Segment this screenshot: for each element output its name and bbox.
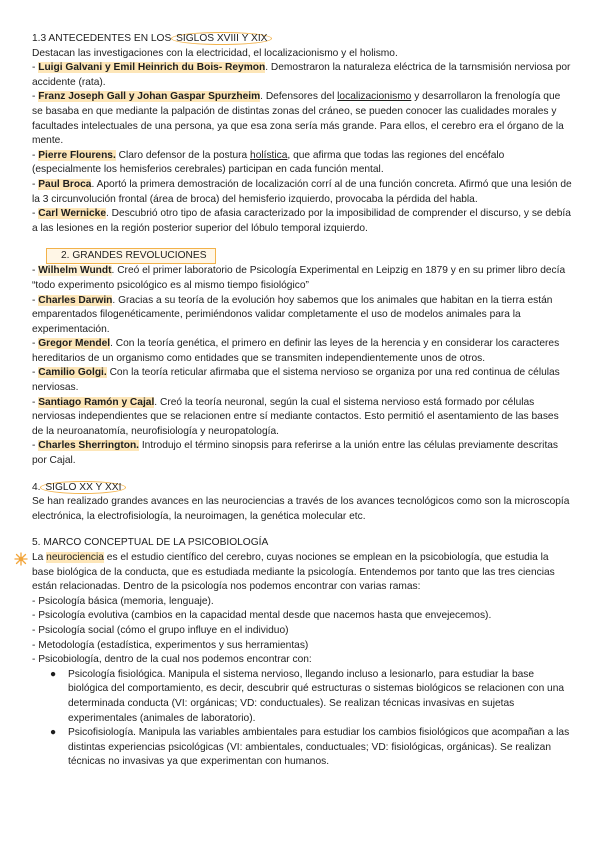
title-text: 4. <box>32 481 44 493</box>
section-title: 5. MARCO CONCEPTUAL DE LA PSICOBIOLOGÍA <box>32 537 269 549</box>
section-antecedentes <box>32 32 572 236</box>
entry-gall: - Franz Joseph Gall y Johan Gaspar Spurzheim. Defensores del localizacionismo y desarrollaron la frenología que se basaba en que mediante la palpación de distintas zonas del cráneo, se pueden conocer las cualidades morales y facultades intelectuales de una persona, ya que esa zona sería más grande. Para ellos, el cerebro era el órgano de la mente. <box>32 91 564 147</box>
document-page <box>32 32 572 782</box>
entry-text: . Descubrió otro tipo de afasia caracterizado por la imposibilidad de comprender el discurso, y se debía a las lesiones en la región posterior superior del lóbulo temporal izquierdo. <box>32 208 571 234</box>
underlined-term: localizacionismo <box>337 91 412 103</box>
branch-item: - Psicología básica (memoria, lenguaje). <box>32 595 214 607</box>
entry-text: . Creó la teoría neuronal, según la cual el sistema nervioso está formado por células nerviosas independientes que se relacionen entre sí mediante contactos. Esto permitió el asentamiento de las bases de la neuroanatomía, neurofisiología y neuropatología. <box>32 396 559 437</box>
entry-golgi: - Camilio Golgi. Con la teoría reticular afirmaba que el sistema nervioso se organiza por una red continua de células nerviosas. <box>32 367 560 394</box>
section-title <box>32 481 572 496</box>
section-marco-conceptual <box>32 536 572 770</box>
title-circled-text: SIGLO XX Y XXI <box>40 481 126 494</box>
section-title <box>32 32 572 47</box>
highlighted-name: Franz Joseph Gall y Johan Gaspar Spurzheim <box>38 91 261 103</box>
highlighted-name: Pierre Flourens. <box>38 149 116 161</box>
section-revoluciones <box>32 248 572 468</box>
list-item-text: Psicología fisiológica. Manipula el sistema nervioso, llegando incluso a lesionarlo, para estudiar la base biológica del comportamiento, es decir, descubrir qué estructuras o sistemas biológicos se relacionen con una determinada conducta (VI: orgánicas; VD: conductuales). Se realizan técnicas invasivas en sujetas experimentales (animales de laboratorio). <box>68 668 565 724</box>
entry-galvani: - Luigi Galvani y Emil Heinrich du Bois- Reymon. Demostraron la naturaleza eléctrica de la tarnsmisión nerviosa por accidente (rata). <box>32 62 571 88</box>
entry-text: . Creó el primer laboratorio de Psicología Experimental en Leipzig en 1879 y en su primer libro decía “todo experimento psicológico es al mismo tiempo fisiológico” <box>32 265 566 291</box>
title-text: 1.3 ANTECEDENTES EN LOS <box>32 33 175 44</box>
sub-list <box>32 668 572 770</box>
entry-text: , que afirma que todas las regiones del encéfalo (especialmente los hemisferios cerebrales) participan en cada función mental. <box>32 149 505 176</box>
highlighted-name: Charles Darwin <box>38 294 113 306</box>
entry-wundt: - Wilhelm Wundt. Creó el primer laboratorio de Psicología Experimental en Leipzig en 1879 y en su primer libro decía “todo experimento psicológico es al mismo tiempo fisiológico” <box>32 265 566 291</box>
entry-text: Introdujo el término sinopsis para referirse a la unión entre las células previamente descritas por Cajal. <box>32 440 559 467</box>
paragraph-neurociencia <box>32 551 572 595</box>
list-item-text: Psicofisiología. Manipula las variables ambientales para estudiar los cambios fisiológicos que acompañan a las distintas experiencias psicológicas (VI: ambientales, conductuales; VD: fisiológicas, orgánicas). Se realizan técnicas no invasivas ya que experimentan con humanos. <box>68 727 570 768</box>
branch-item: - Psicobiología, dentro de la cual nos podemos encontrar con: <box>32 654 312 666</box>
paragraph-text: La <box>32 552 47 563</box>
entry-sherrington: - Charles Sherrington. Introdujo el término sinopsis para referirse a la unión entre las células previamente descritas por Cajal. <box>32 440 559 467</box>
bullet-icon: ● <box>50 727 57 739</box>
branch-item: - Psicología evolutiva (cambios en la capacidad mental desde que nacemos hasta que envejecemos). <box>32 610 492 622</box>
highlighted-name: Carl Wernicke <box>38 208 106 220</box>
entry-text: . Gracias a su teoría de la evolución hoy sabemos que los animales que habitan en la tierra están emparentados filogenéticamente, perimiéndonos validar completamente el uso de modelos animales para la experimentación. <box>32 294 553 335</box>
list-item <box>50 726 572 770</box>
highlighted-name: Santiago Ramón y Cajal <box>38 396 155 408</box>
entry-darwin: - Charles Darwin. Gracias a su teoría de la evolución hoy sabemos que los animales que habitan en la tierra están emparentados filogenéticamente, perimiéndonos validar completamente el uso de modelos animales para la experimentación. <box>32 294 553 335</box>
section-siglo-xx <box>32 481 572 525</box>
branch-item: - Metodología (estadística, experimentos y sus herramientas) <box>32 639 309 651</box>
entry-text: . Con la teoría genética, el primero en definir las leyes de la herencia y en considerar los caracteres hereditarios de un organismo como entidades que se transmiten independientemente unos de otros. <box>32 338 560 364</box>
title-boxed-text: 2. GRANDES REVOLUCIONES <box>46 248 216 264</box>
highlighted-name: Wilhelm Wundt <box>38 265 112 277</box>
entry-text: Con la teoría reticular afirmaba que el sistema nervioso se organiza por una red continua de células nerviosas. <box>32 367 560 394</box>
highlighted-name: Luigi Galvani y Emil Heinrich du Bois- Reymon <box>38 62 266 74</box>
section-title <box>32 248 572 264</box>
bullet-icon: ● <box>50 668 57 680</box>
paragraph-text: es el estudio científico del cerebro, cuyas nociones se emplean en la psicobiología, que estudia la base biológica de la conducta, que es estudiada mediante la psicología. Entendemos por tanto que las tres ciencias están relacionadas. Dentro de la psicología nos podemos encontrar con varias ramas: <box>32 552 555 593</box>
entry-flourens: - Pierre Flourens. Claro defensor de la postura holística, que afirma que todas las regiones del encéfalo (especialmente los hemisferios cerebrales) participan en cada función mental. <box>32 149 505 176</box>
branch-item: - Psicología social (cómo el grupo influye en el individuo) <box>32 624 289 636</box>
entry-text: . Defensores del <box>260 91 338 103</box>
underlined-term: holística <box>250 149 288 161</box>
entry-wernicke: - Carl Wernicke. Descubrió otro tipo de afasia caracterizado por la imposibilidad de comprender el discurso, y se debía a las lesiones en la región posterior superior del lóbulo temporal izquierdo. <box>32 208 571 234</box>
entry-mendel: - Gregor Mendel. Con la teoría genética, el primero en definir las leyes de la herencia y en considerar los caracteres hereditarios de un organismo como entidades que se transmiten independientemente unos de otros. <box>32 338 560 364</box>
entry-cajal: - Santiago Ramón y Cajal. Creó la teoría neuronal, según la cual el sistema nervioso está formado por células nerviosas independientes que se relacionen entre sí mediante contactos. Esto permitió el asentamiento de las bases de la neuroanatomía, neurofisiología y neuropatología. <box>32 396 559 437</box>
entry-text: . Demostraron la naturaleza eléctrica de la tarnsmisión nerviosa por accidente (rata). <box>32 62 571 88</box>
paragraph-siglo-xx: Se han realizado grandes avances en las neurociencias a través de los avances tecnológicos como son la microscopía electrónica, la electrofisiología, la neuroimagen, la genética molecular etc. <box>32 496 570 522</box>
star-doodle-icon <box>14 552 28 566</box>
highlighted-name: Gregor Mendel <box>38 338 111 350</box>
paragraph-intro: Destacan las investigaciones con la electricidad, el localizacionismo y el holismo. <box>32 47 398 59</box>
highlighted-name: Paul Broca <box>38 178 92 190</box>
entry-text: y desarrollaron la frenología que se basaba en que mediante la palpación de distintas zonas del cráneo, se pueden conocer las cualidades morales y facultades intelectuales de una persona, ya que esa zona sería más grande. Para ellos, el cerebro era el órgano de la mente. <box>32 91 564 147</box>
highlighted-name: Charles Sherrington. <box>38 440 139 452</box>
highlighted-name: Camilio Golgi. <box>38 367 107 379</box>
entry-text: . Aportó la primera demostración de localización corrí al de una función concreta. Afirmó que una lesión de la 3 circunvolución frontal (área de broca) del hemisferio izquierdo, provocaba la pérdida del habla. <box>32 178 572 205</box>
title-circled-text: SIGLOS XVIII Y XIX <box>171 32 272 45</box>
list-item <box>50 668 572 726</box>
entry-broca: - Paul Broca. Aportó la primera demostración de localización corrí al de una función concreta. Afirmó que una lesión de la 3 circunvolución frontal (área de broca) del hemisferio izquierdo, provocaba la pérdida del habla. <box>32 178 572 205</box>
highlighted-term: neurociencia <box>46 552 104 563</box>
entry-text: Claro defensor de la postura <box>115 149 251 161</box>
